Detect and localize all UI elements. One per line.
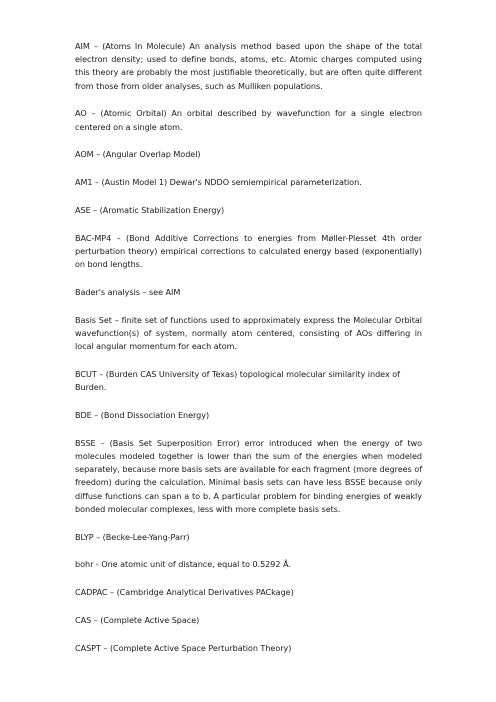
glossary-entry-cas: CAS – (Complete Active Space) [75,615,200,625]
glossary-entry-bac-mp4: BAC-MP4 – (Bond Additive Corrections to energies from Møller-Plesset 4th order perturbation theory) empirical corrections to calculated energy based (exponentially) on bond lengths. [75,232,422,270]
glossary-entry-aom: AOM – (Angular Overlap Model) [75,149,201,160]
glossary-page [75,40,422,670]
glossary-entry-bde: BDE – (Bond Dissociation Energy) [75,410,210,420]
glossary-entry-ase: ASE – (Aromatic Stabilization Energy) [75,205,225,215]
glossary-entry-bohr: bohr - One atomic unit of distance, equal to 0.5292 Å. [75,559,292,570]
glossary-entry-basis-set: Basis Set – finite set of functions used to approximately express the Molecular Orbital wavefunction(s) of system, normally atom centered, consisting of AOs differing in local angular momentum for each atom. [75,314,422,352]
glossary-entry-bader: Bader's analysis – see AIM [75,287,181,297]
glossary-entry-bsse: BSSE – (Basis Set Superposition Error) error introduced when the energy of two molecules modeled together is lower than the sum of the energies when modeled separately, because more basis sets are available for each fragment (more degrees of freedom) during the calculation. Minimal basis sets can have less BSSE because only diffuse functions can span a to b. A particular problem for binding energies of weakly bonded molecular complexes, less with more complete basis sets. [75,437,422,514]
glossary-entry-caspt: CASPT – (Complete Active Space Perturbation Theory) [75,642,292,653]
glossary-entry-ao: AO – (Atomic Orbital) An orbital described by wavefunction for a single electron centered on a single atom. [75,108,422,132]
glossary-entry-blyp: BLYP – (Becke-Lee-Yang-Parr) [75,531,190,542]
glossary-entry-cadpac: CADPAC – (Cambridge Analytical Derivatives PACkage) [75,587,294,598]
glossary-entry-bcut: BCUT – (Burden CAS University of Texas) topological molecular similarity index of Burden. [75,369,400,393]
glossary-entry-aim: AIM – (Atoms In Molecule) An analysis method based upon the shape of the total electron density; used to define bonds, atoms, etc. Atomic charges computed using this theory are probably the most justifiable theoretically, but are often quite different from those from older analyses, such as Mulliken populations. [75,41,422,91]
glossary-entry-am1: AM1 – (Austin Model 1) Dewar's NDDO semiempirical parameterization. [75,177,362,188]
